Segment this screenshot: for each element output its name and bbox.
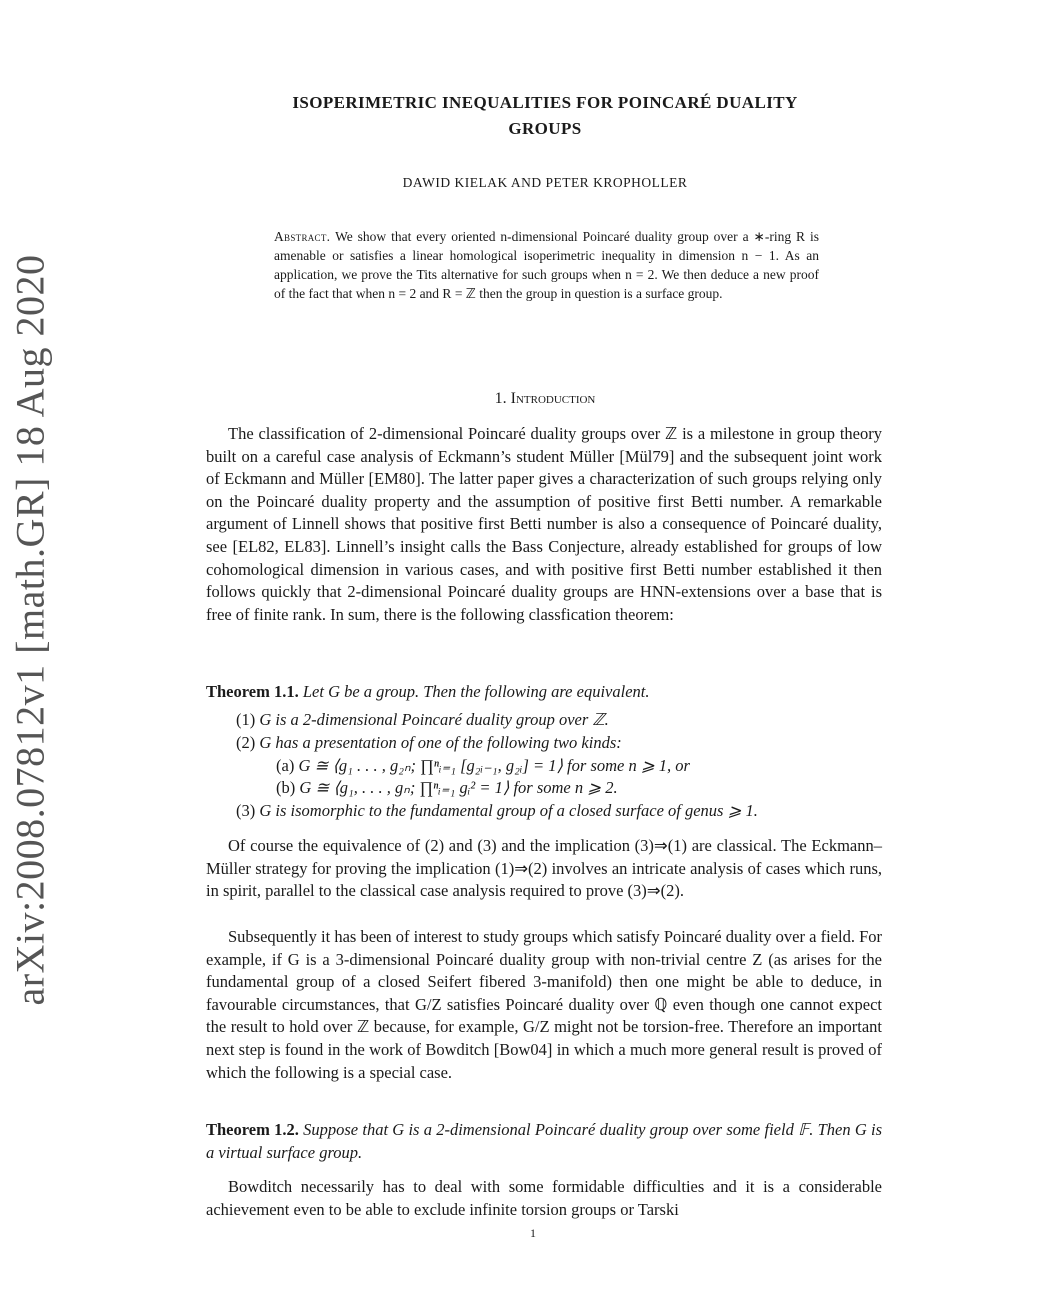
section-number: 1. — [494, 390, 507, 407]
abstract-text: We show that every oriented n-dimensional Poincaré duality group over a ∗-ring R is amenable or satisfies a linear homological isoperimetric inequality in dimension n − 1. As an application, we prove the Tits alternative for such groups when n = 2. We then deduce a new proof of the fact that when n = 2 and R = ℤ then the group in question is a surface group. — [274, 229, 820, 301]
paragraph-1: The classification of 2-dimensional Poincaré duality groups over ℤ is a milestone in group theory built on a careful case analysis of Eckmann’s student Müller [Mül79] and the subsequent joint work of Eckmann and Müller [EM80]. The latter paper gives a characterization of such groups relying only on the Poincaré duality property and the assumption of positive first Betti number. A remarkable argument of Linnell shows that positive first Betti number is also a consequence of Poincaré duality, see [EL82, EL83]. Linnell’s insight calls the Bass Conjecture, already established for groups of low cohomological dimension in various cases, and with positive first Betti number established it then follows quickly that 2-dimensional Poincaré duality groups are HNN-extensions over a base that is free of finite rank. In sum, there is the following classfication theorem: — [206, 424, 882, 624]
item-text: G ≅ ⟨g₁ . . . , g₂ₙ; ∏ⁿᵢ₌₁ [g₂ᵢ₋₁, g₂ᵢ] = 1⟩ for some n ⩾ 1, or — [298, 755, 690, 775]
paragraph-3: Subsequently it has been of interest to study groups which satisfy Poincaré duality over a field. For example, if G is a 3-dimensional Poincaré duality group with non-trivial centre Z (as arises for the fundamental group of a closed Seifert fibered 3-manifold) then one might be able to deduce, in favourable circumstances, that G/Z satisfies Poincaré duality over ℚ even though one cannot expect the result to hold over ℤ because, for example, G/Z might not be torsion-free. Therefore an important next step is found in the work of Bowditch [Bow04] in which a much more general result is proved of which the following is a special case. — [206, 927, 882, 1082]
item-text: G is a 2-dimensional Poincaré duality group over ℤ. — [259, 710, 609, 729]
theorem-1-1-label: Theorem 1.1. — [206, 682, 299, 701]
theorem-1-2-label: Theorem 1.2. — [206, 1120, 299, 1139]
theorem-1-1 — [206, 681, 882, 704]
item-text: G is isomorphic to the fundamental group of a closed surface of genus ⩾ 1. — [259, 801, 758, 821]
item-text: G has a presentation of one of the following two kinds: — [259, 732, 622, 752]
item-number: (2) — [236, 732, 256, 752]
paragraph-2: Of course the equivalence of (2) and (3) and the implication (3)⇒(1) are classical. The Eckmann–Müller strategy for proving the implication (1)⇒(2) involves an intricate analysis of cases which runs, in spirit, parallel to the classical case analysis required to prove (3)⇒(2). — [206, 836, 882, 901]
item-number: (a) — [276, 755, 295, 775]
item-number: (b) — [276, 778, 296, 798]
theorem-1-2 — [206, 1119, 882, 1164]
section-title: Introduction — [510, 390, 596, 407]
abstract — [274, 227, 819, 303]
title-line-2: GROUPS — [508, 119, 582, 138]
authors: DAWID KIELAK AND PETER KROPHOLLER — [402, 175, 688, 190]
item-text: G ≅ ⟨g₁, . . . , gₙ; ∏ⁿᵢ₌₁ gᵢ² = 1⟩ for some n ⩾ 2. — [299, 778, 618, 798]
arxiv-sidebar — [0, 254, 60, 1006]
theorem-1-1-list — [236, 709, 896, 823]
item-number: (3) — [236, 801, 256, 821]
arxiv-stamp: arXiv:2008.07812v1 [math.GR] 18 Aug 2020 — [7, 254, 53, 1006]
title-line-1: ISOPERIMETRIC INEQUALITIES FOR POINCARÉ DUALITY — [292, 93, 798, 112]
item-number: (1) — [236, 710, 256, 729]
theorem-item-1 — [236, 709, 896, 732]
theorem-1-2-statement: Suppose that G is a 2-dimensional Poincaré duality group over some field 𝔽. Then G is a virtual surface group. — [206, 1120, 882, 1162]
section-heading — [200, 390, 890, 408]
paper-title — [200, 90, 890, 142]
theorem-item-2 — [236, 732, 896, 755]
theorem-item-2a — [236, 755, 896, 778]
paragraph-4: Bowditch necessarily has to deal with some formidable difficulties and it is a considerable achievement even to be able to exclude infinite torsion groups or Tarski — [206, 1177, 882, 1219]
page-number: 1 — [530, 1226, 536, 1240]
abstract-label: Abstract. — [274, 229, 331, 244]
theorem-item-3 — [236, 800, 896, 823]
theorem-1-1-statement: Let G be a group. Then the following are equivalent. — [302, 682, 650, 701]
theorem-item-2b — [236, 777, 896, 800]
